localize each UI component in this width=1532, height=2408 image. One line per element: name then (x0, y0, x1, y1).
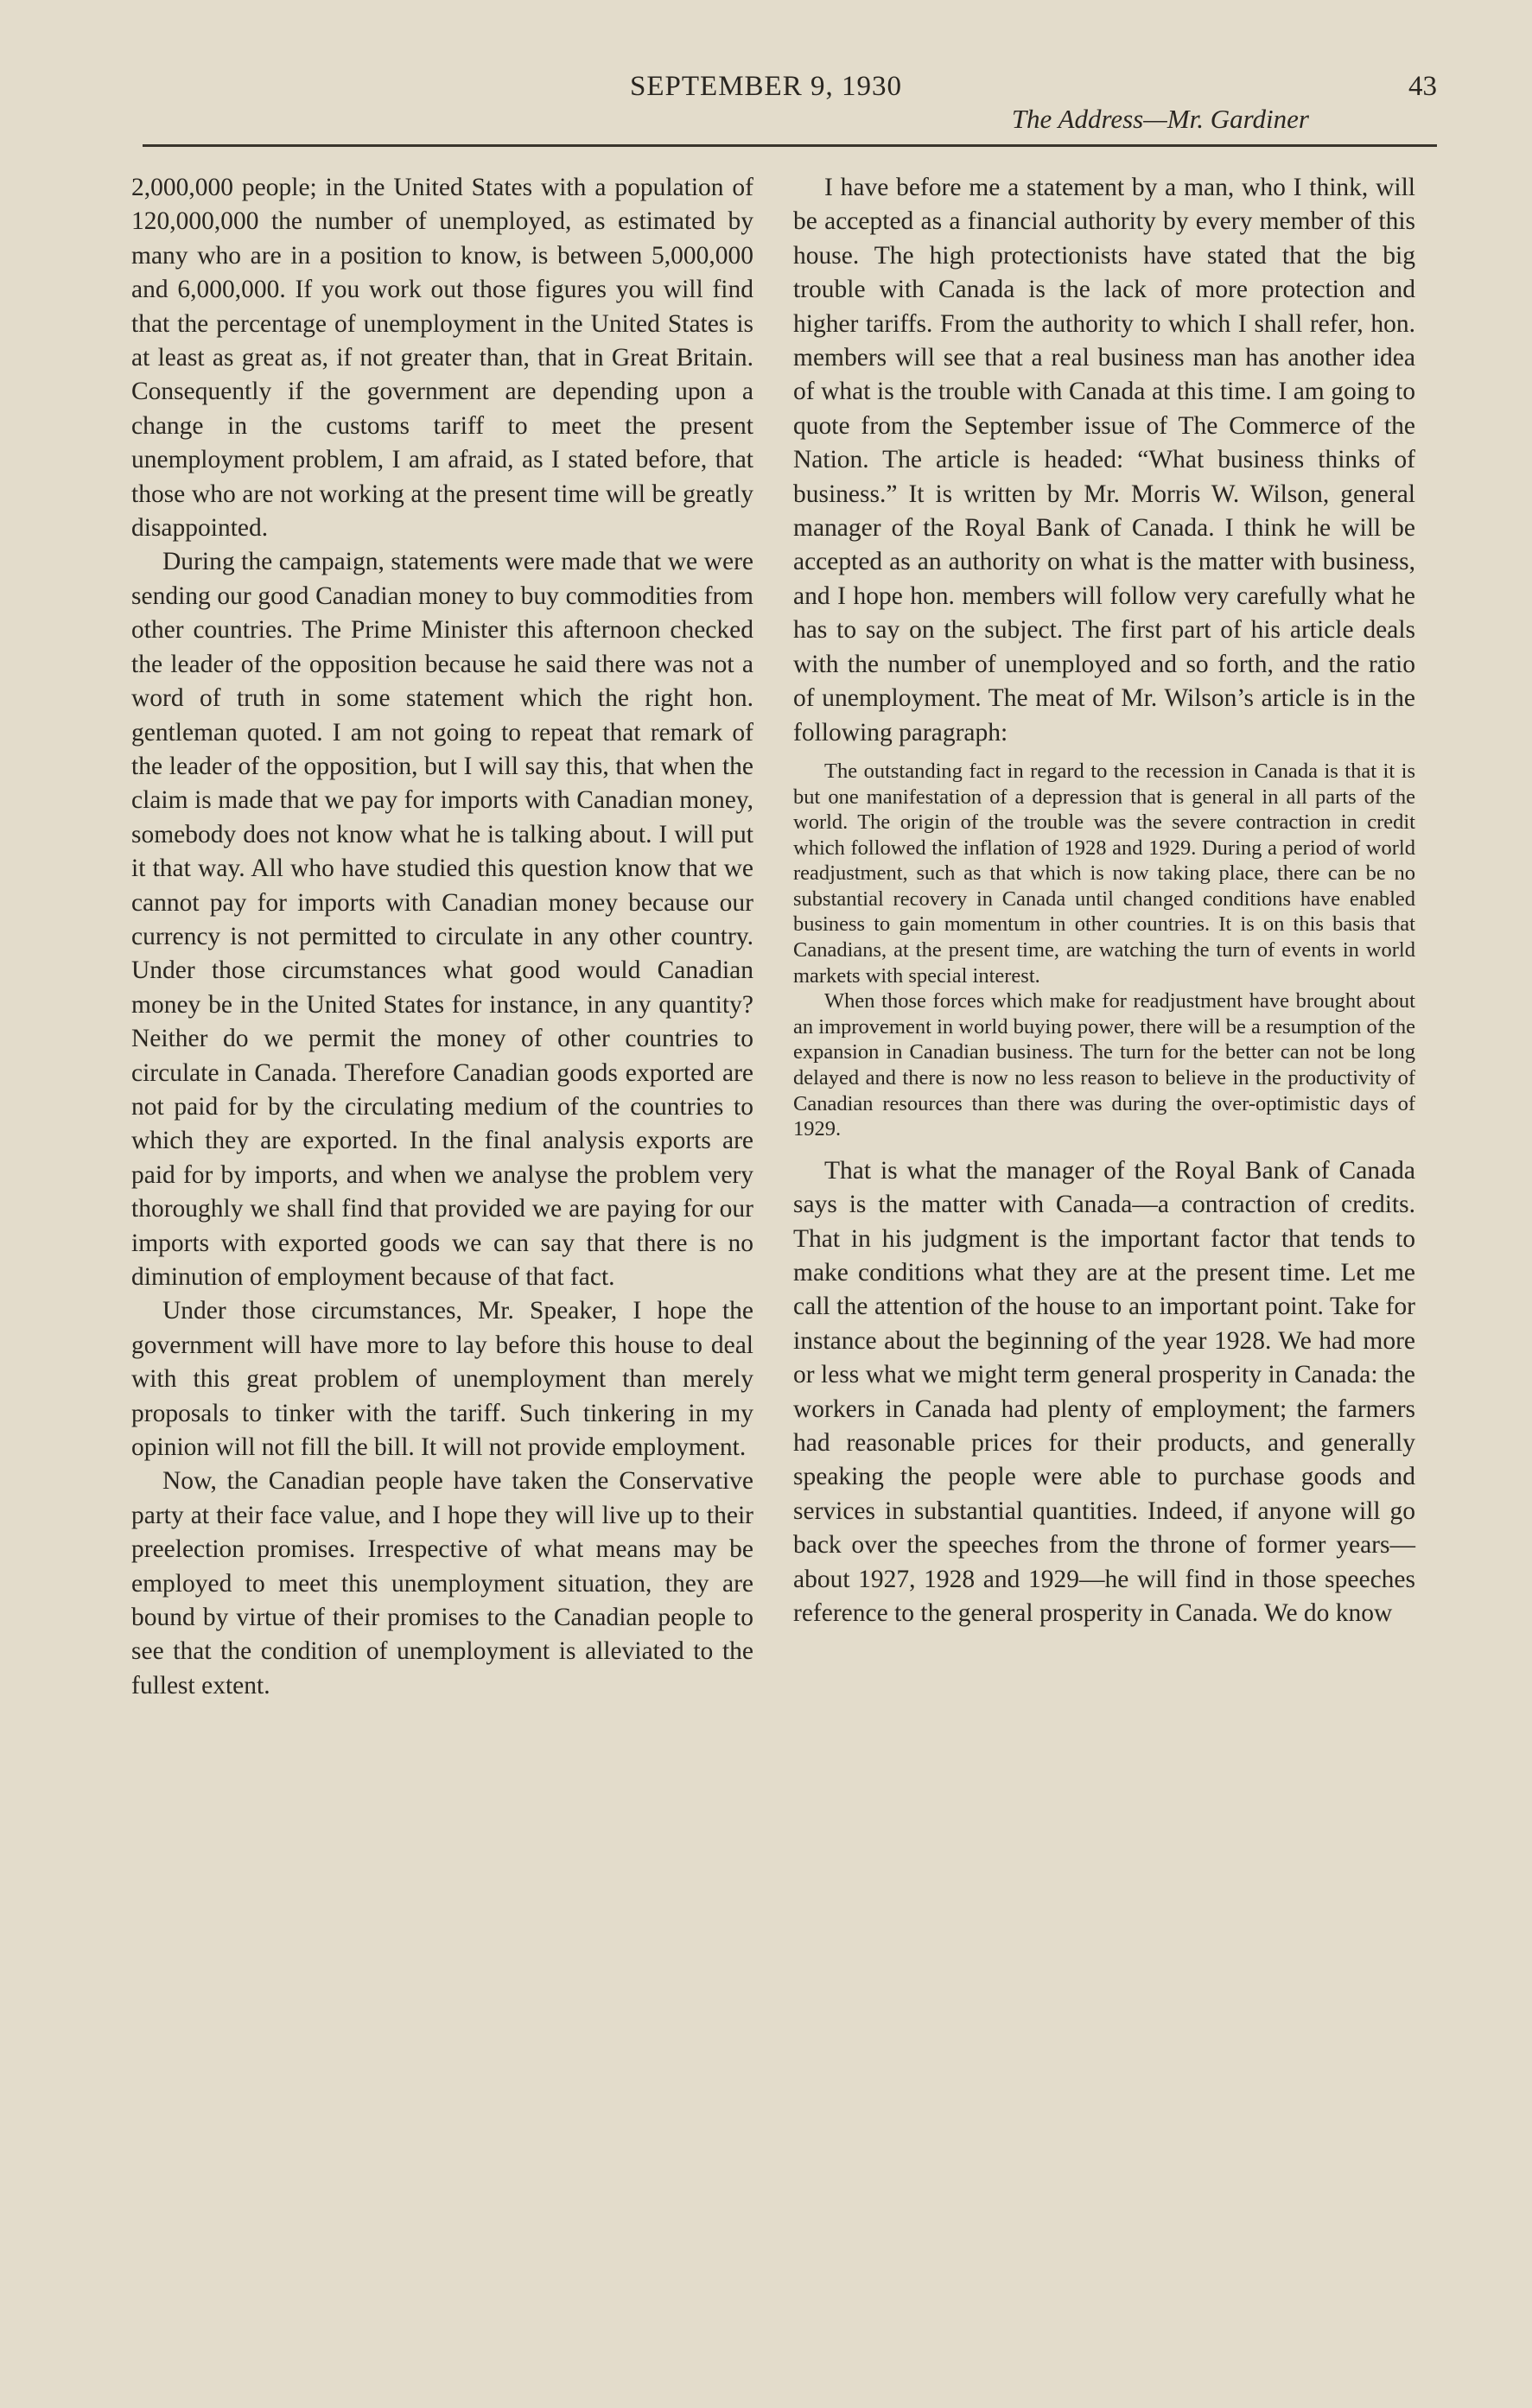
paragraph: I have before me a statement by a man, who I think, will be accepted as a financial authority by every member of this house. The high protectionists have stated that the big trouble with Canada is the lack of more protection and higher tariffs. From the authority to which I shall refer, hon. members will see that a real business man has another idea of what is the trouble with Canada at this time. I am going to quote from the September issue of The Commerce of the Nation. The article is headed: “What business thinks of business.” It is written by Mr. Morris W. Wilson, general manager of the Royal Bank of Canada. I think he will be accepted as an authority on what is the matter with business, and I hope hon. members will follow very carefully what he has to say on the subject. The first part of his article deals with the number of unemployed and so forth, and the ratio of unemployment. The meat of Mr. Wilson’s article is in the following paragraph: (793, 174, 1415, 747)
paragraph: That is what the manager of the Royal Bank of Canada says is the matter with Canada—a contraction of credits. That in his judgment is the important factor that tends to make conditions what they are at the present time. Let me call the attention of the house to an important point. Take for instance about the beginning of the year 1928. We had more or less what we might term general prosperity in Canada: the workers in Canada had plenty of employment; the farmers had reasonable prices for their products, and generally speaking the people were able to purchase goods and services in substantial quantities. Indeed, if anyone will go back over the speeches from the throne of former years—about 1927, 1928 and 1929—he will find in those speeches reference to the general prosperity in Canada. We do know (793, 1156, 1415, 1628)
header-rule (143, 144, 1437, 147)
paragraph: Now, the Canadian people have taken the Conservative party at their face value, and I hope they will live up to their preelection promises. Irrespective of what means may be employed to meet this unemployment situation, they are bound by virtue of their promises to the Canadian people to see that the condition of unemployment is alleviated to the fullest extent. (131, 1467, 753, 1700)
paragraph: 2,000,000 people; in the United States with a population of 120,000,000 the number of unemployed, as estimated by many who are in a position to know, is between 5,000,000 and 6,000,000. If you work out those figures you will find that the percentage of unemployment in the United States is at least as great as, if not greater than, that in Great Britain. Consequently if the government are depending upon a change in the customs tariff to meet the present unemployment problem, I am afraid, as I stated before, that those who are not working at the present time will be greatly disappointed. (131, 174, 753, 543)
paragraph: During the campaign, statements were made that we were sending our good Canadian money to buy commodities from other countries. The Prime Minister this afternoon checked the leader of the opposition because he said there was not a word of truth in some statement which the right hon. gentleman quoted. I am not going to repeat that remark of the leader of the opposition, but I will say this, that when the claim is made that we pay for imports with Canadian money, somebody does not know what he is talking about. I will put it that way. All who have studied this question know that we cannot pay for imports with Canadian money because our currency is not permitted to circulate in any other country. Under those circumstances what good would Canadian money be in the United States for instance, in any quantity? Neither do we permit the money of other countries to circulate in Canada. Therefore Canadian goods exported are not paid for by the circulating medium of the countries to which they are exported. In the final analysis exports are paid for by imports, and when we analyse the problem very thoroughly we shall find that provided we are paying for our imports with exported goods we can say that there is no diminution of employment because of that fact. (131, 548, 753, 1291)
left-column (131, 171, 753, 1703)
block-quote (793, 759, 1415, 1142)
right-column (793, 171, 1415, 1631)
paragraph: Under those circumstances, Mr. Speaker, I hope the government will have more to lay before this house to deal with this great problem of unemployment than merely proposals to tinker with the tariff. Such tinkering in my opinion will not fill the bill. It will not provide employment. (131, 1297, 753, 1462)
page-number: 43 (1408, 71, 1437, 102)
running-head: The Address—Mr. Gardiner (1011, 104, 1309, 134)
quote-paragraph: The outstanding fact in regard to the recession in Canada is that it is but one manifestation of a depression that is general in all parts of the world. The origin of the trouble was the severe contraction in credit which followed the inflation of 1928 and 1929. During a period of world readjustment, such as that which is now taking place, there can be no substantial recovery in Canada until changed conditions have enabled business to gain momentum in other countries. It is on this basis that Canadians, at the present time, are watching the turn of events in world markets with special interest. (793, 759, 1415, 988)
header-date: SEPTEMBER 9, 1930 (630, 71, 902, 102)
quote-paragraph: When those forces which make for readjustment have brought about an improvement in world buying power, there will be a resumption of the expansion in Canadian business. The turn for the better can not be long delayed and there is now no less reason to believe in the productivity of Canadian resources than there was during the over-optimistic days of 1929. (793, 989, 1415, 1141)
